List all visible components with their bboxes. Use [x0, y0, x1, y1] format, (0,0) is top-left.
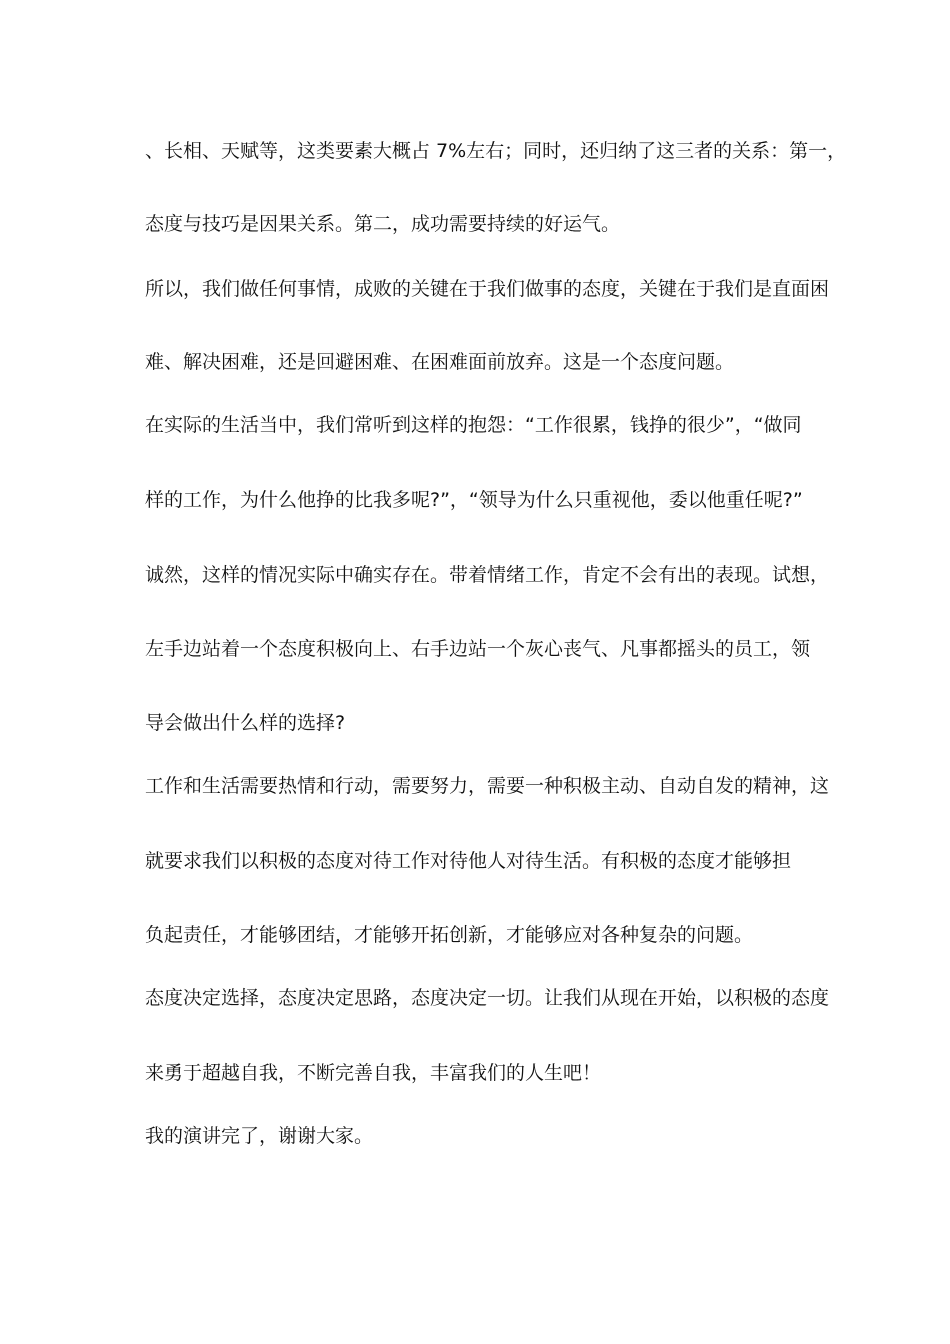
text-line: 导会做出什么样的选择? — [145, 712, 346, 734]
text-line: 就要求我们以积极的态度对待工作对待他人对待生活。有积极的态度才能够担 — [145, 850, 792, 872]
text-line: 所以，我们做任何事情，成败的关键在于我们做事的态度，关键在于我们是直面困 — [145, 278, 830, 300]
text-line: 、长相、天赋等，这类要素大概占 7%左右；同时，还归纳了这三者的关系：第一， — [145, 140, 847, 162]
text-line: 我的演讲完了，谢谢大家。 — [145, 1125, 374, 1147]
text-line: 在实际的生活当中，我们常听到这样的抱怨：“工作很累，钱挣的很少”，“做同 — [145, 414, 802, 436]
text-line: 左手边站着一个态度积极向上、右手边站一个灰心丧气、凡事都摇头的员工，领 — [145, 638, 811, 660]
text-line: 态度与技巧是因果关系。第二，成功需要持续的好运气。 — [145, 213, 621, 235]
text-line: 诚然，这样的情况实际中确实存在。带着情绪工作，肯定不会有出的表现。试想， — [145, 564, 830, 586]
text-line: 工作和生活需要热情和行动，需要努力，需要一种积极主动、自动自发的精神，这 — [145, 775, 830, 797]
text-line: 样的工作，为什么他挣的比我多呢?”，“领导为什么只重视他，委以他重任呢?” — [145, 489, 803, 511]
text-line: 难、解决困难，还是回避困难、在困难面前放弃。这是一个态度问题。 — [145, 351, 735, 373]
text-line: 负起责任，才能够团结，才能够开拓创新，才能够应对各种复杂的问题。 — [145, 924, 754, 946]
text-line: 态度决定选择，态度决定思路，态度决定一切。让我们从现在开始，以积极的态度 — [145, 987, 830, 1009]
text-line: 来勇于超越自我，不断完善自我，丰富我们的人生吧！ — [145, 1062, 602, 1084]
